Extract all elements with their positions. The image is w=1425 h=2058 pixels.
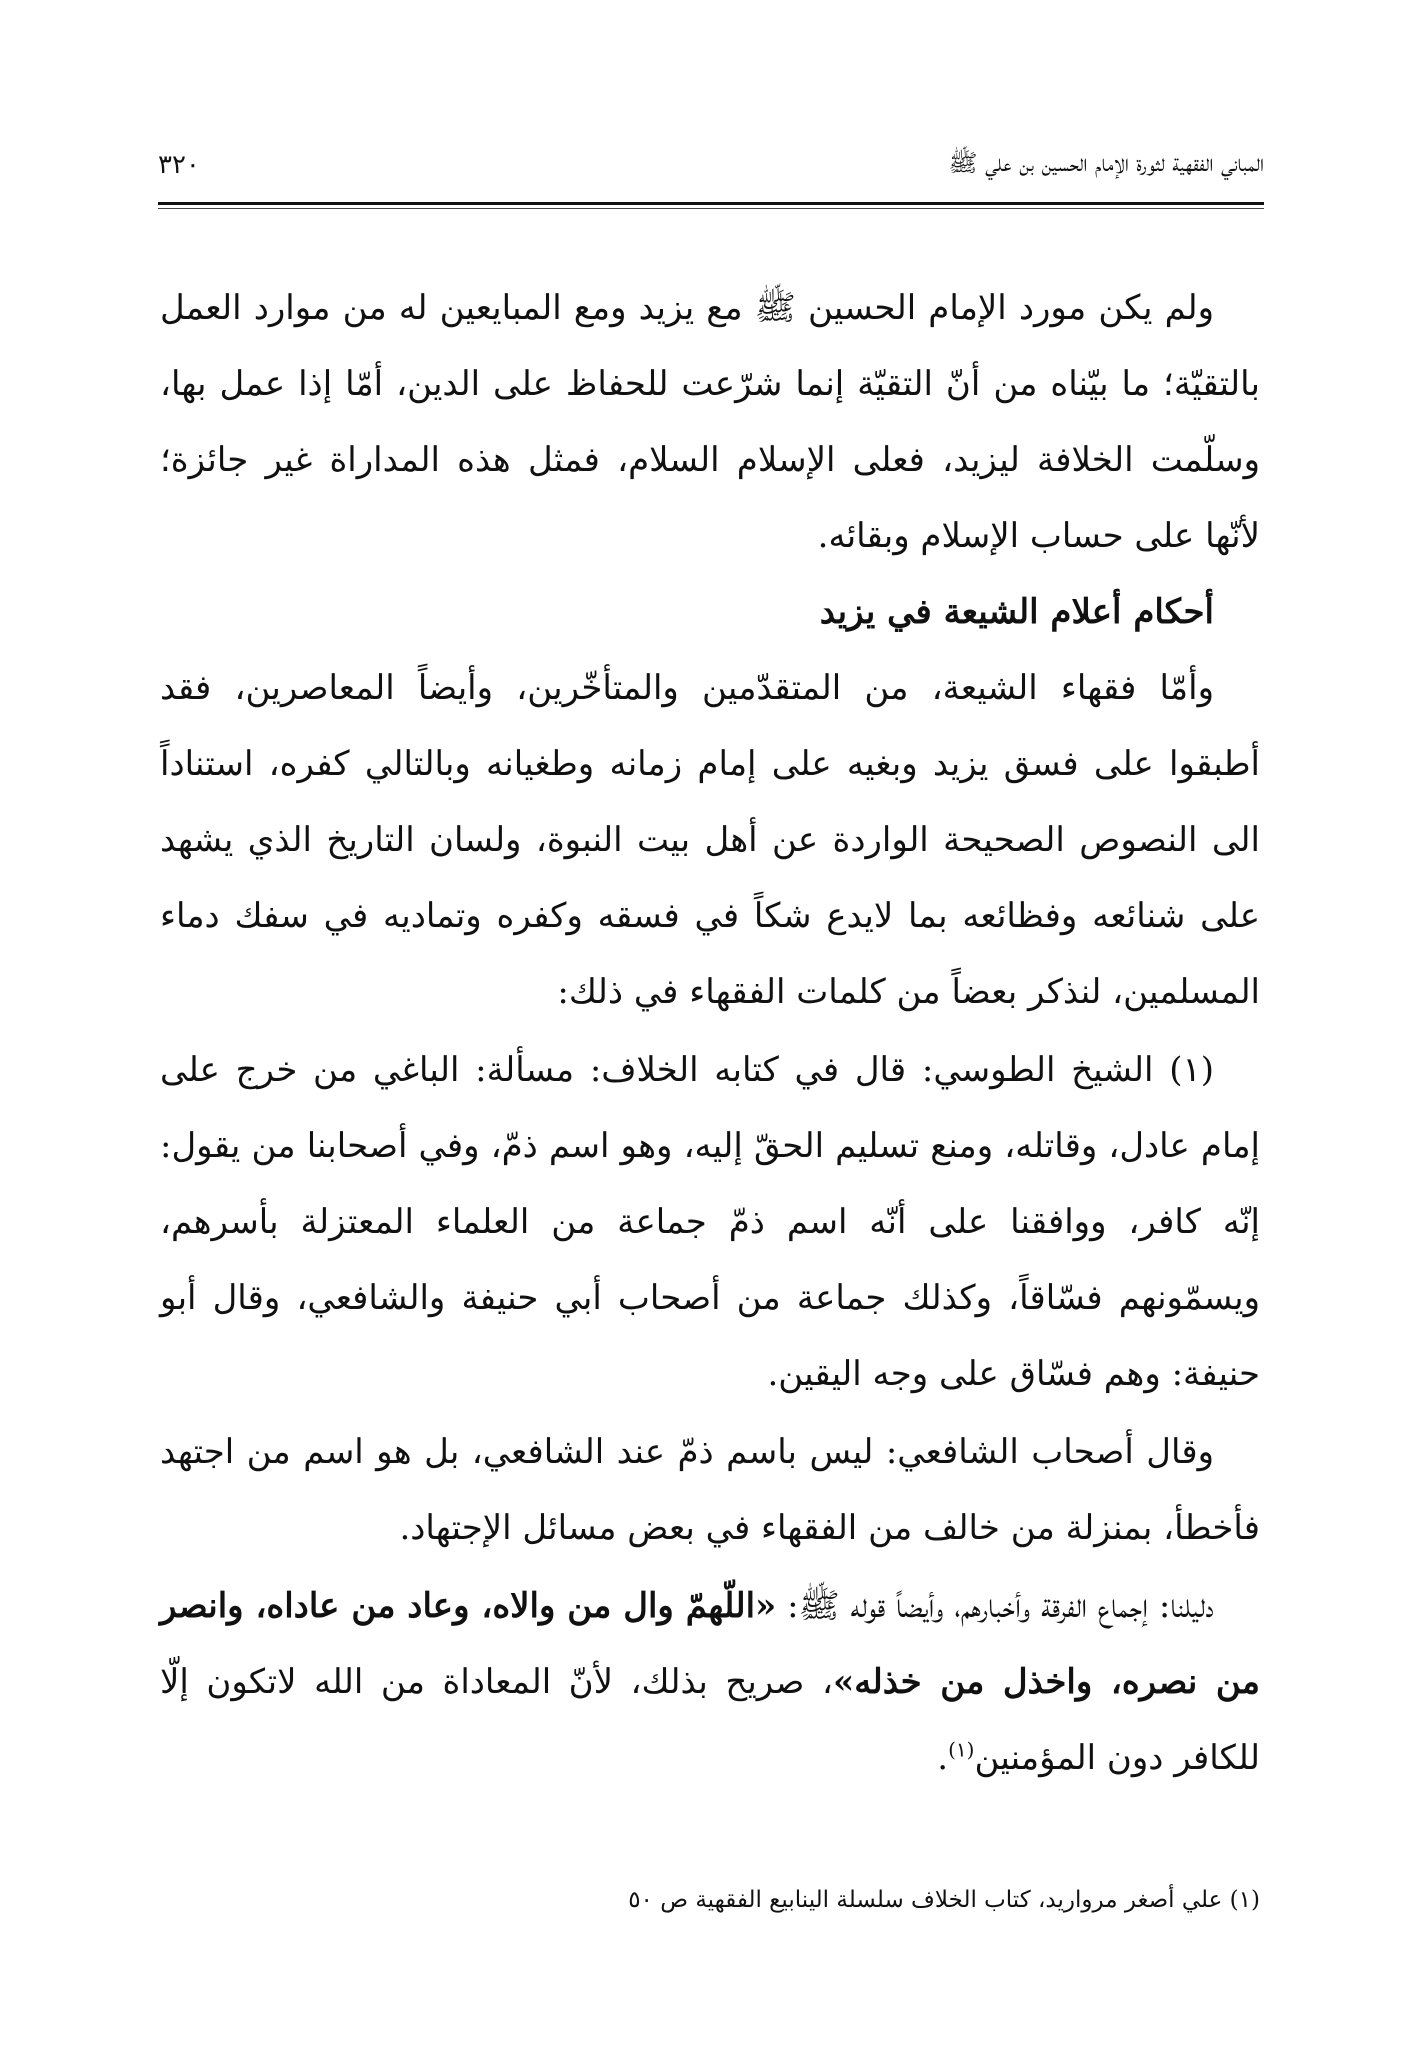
- paragraph-1: ولم يكن مورد الإمام الحسين ﷺ مع يزيد ومع المبايعين له من موارد العمل بالتقيّة؛ ما بيّناه من أنّ التقيّة إنما شرّعت للحفاظ على الدين، أمّا إذا عمل بها، وسلّمت الخلافة ليزيد، فعلى الإسلام السلام، فمثل هذه المداراة غير جائزة؛ لأنّها على حساب الإسلام وبقائه.: [160, 288, 1260, 556]
- page-number: ٣٢٠: [158, 150, 200, 180]
- footnote: (١) علي أصغر مرواريد، كتاب الخلاف سلسلة الينابيع الفقهية ص ٥٠: [628, 1887, 1260, 1913]
- section-heading: أحكام أعلام الشيعة في يزيد: [819, 592, 1214, 632]
- running-title: المباني الفقهية لثورة الإمام الحسين بن علي ﷺ: [948, 148, 1264, 177]
- paragraph-5-end: ، صريح بذلك، لأنّ المعاداة من الله لاتكون إلّا للكافر دون المؤمنين: [160, 1662, 1260, 1778]
- header-rule-thick: [158, 202, 1264, 205]
- footnote-reference[interactable]: (١): [948, 1737, 975, 1762]
- paragraph-5-start: دليلنا: إجماع الفرقة وأخبارهم، وأيضاً قوله ﷺ:: [776, 1586, 1214, 1626]
- page-header: [158, 136, 1264, 194]
- paragraph-4: وقال أصحاب الشافعي: ليس باسم ذمّ عند الشافعي، بل هو اسم من اجتهد فأخطأ، بمنزلة من خالف من الفقهاء في بعض مسائل الإجتهاد.: [160, 1432, 1260, 1548]
- paragraph-3: (١) الشيخ الطوسي: قال في كتابه الخلاف: مسألة: الباغي من خرج على إمام عادل، وقاتله، ومنع تسليم الحقّ إليه، وهو اسم ذمّ، وفي أصحابنا من يقول: إنّه كافر، ووافقنا على أنّه اسم ذمّ جماعة من العلماء المعتزلة بأسرهم، ويسمّونهم فسّاقاً، وكذلك جماعة من أصحاب أبي حنيفة والشافعي، وقال أبو حنيفة: وهم فسّاق على وجه اليقين.: [160, 1050, 1260, 1394]
- paragraph-5: [160, 1568, 1260, 1796]
- hadith-quote: «اللّهمّ وال من والاه، وعاد من عاداه، وانصر من نصره، واخذل من خذله»: [160, 1586, 1260, 1702]
- main-text: [160, 270, 1260, 1796]
- header-rule-thin: [158, 208, 1264, 209]
- paragraph-5-tail: .: [937, 1738, 949, 1778]
- paragraph-2: وأمّا فقهاء الشيعة، من المتقدّمين والمتأخّرين، وأيضاً المعاصرين، فقد أطبقوا على فسق يزيد وبغيه على إمام زمانه وطغيانه وبالتالي كفره، استناداً الى النصوص الصحيحة الواردة عن أهل بيت النبوة، ولسان التاريخ الذي يشهد على شنائعه وفظائعه بما لايدع شكاً في فسقه وكفره وتماديه في سفك دماء المسلمين، لنذكر بعضاً من كلمات الفقهاء في ذلك:: [160, 668, 1260, 1012]
